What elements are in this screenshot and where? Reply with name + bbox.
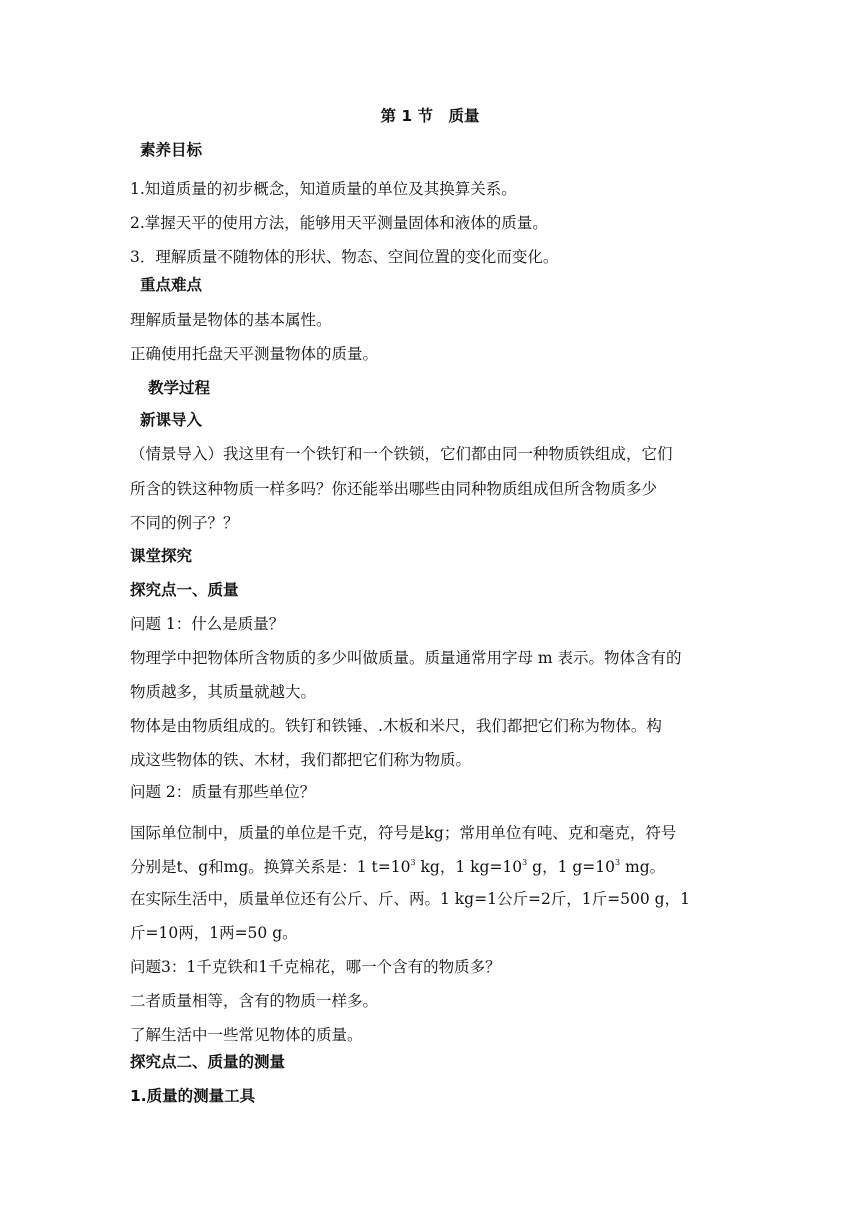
answer-1b-line: 物体是由物质组成的。铁钉和铁锤、.木板和米尺，我们都把它们称为物体。构	[130, 717, 662, 735]
answer-3: 二者质量相等，含有的物质一样多。	[130, 992, 379, 1010]
unit-text: 分别是t、g和mg。换算关系是：1 t=10	[130, 858, 411, 876]
intro-line: （情景导入）我这里有一个铁钉和一个铁锁，它们都由同一种物质铁组成，它们	[130, 445, 673, 463]
point2-heading: 探究点二、质量的测量	[130, 1053, 286, 1071]
exponent: 3	[410, 858, 416, 867]
tool-heading: 1.质量的测量工具	[130, 1087, 256, 1105]
key-point: 正确使用托盘天平测量物体的质量。	[130, 345, 379, 363]
question-2: 问题 2：质量有那些单位？	[130, 783, 316, 801]
intro-heading: 新课导入	[140, 411, 203, 429]
answer-2b-line: 斤=10两，1两=50 g。	[130, 924, 298, 942]
goal-item: 1.知道质量的初步概念，知道质量的单位及其换算关系。	[130, 180, 517, 198]
page-title: 第 1 节 质量	[380, 107, 480, 125]
unit-text: g，1 g=10	[527, 858, 616, 876]
exponent: 3	[522, 858, 528, 867]
answer-1b-line: 成这些物体的铁、木材，我们都把它们称为物质。	[130, 751, 472, 769]
answer-3b: 了解生活中一些常见物体的质量。	[130, 1026, 363, 1044]
key-heading: 重点难点	[140, 276, 203, 294]
point1-heading: 探究点一、质量	[130, 581, 239, 599]
key-point: 理解质量是物体的基本属性。	[130, 311, 332, 329]
question-3: 问题3：1千克铁和1千克棉花，哪一个含有的物质多？	[130, 958, 501, 976]
unit-text: mg。	[620, 858, 666, 876]
intro-line: 不同的例子？？	[130, 514, 239, 532]
answer-1-line: 物理学中把物体所含物质的多少叫做质量。质量通常用字母 m 表示。物体含有的	[130, 649, 682, 667]
goal-item: 3．理解质量不随物体的形状、物态、空间位置的变化而变化。	[130, 248, 559, 266]
process-heading: 教学过程	[148, 379, 211, 397]
answer-2b-line: 在实际生活中，质量单位还有公斤、斤、两。1 kg=1公斤=2斤，1斤=500 g，1	[130, 890, 690, 908]
goal-item: 2.掌握天平的使用方法，能够用天平测量固体和液体的质量。	[130, 214, 548, 232]
intro-line: 所含的铁这种物质一样多吗？你还能举出哪些由同种物质组成但所含物质多少	[130, 480, 658, 498]
question-1: 问题 1：什么是质量？	[130, 615, 285, 633]
explore-heading: 课堂探究	[130, 547, 193, 565]
exponent: 3	[615, 858, 621, 867]
goals-heading: 素养目标	[140, 141, 203, 159]
answer-2-line: 国际单位制中，质量的单位是千克，符号是kg；常用单位有吨、克和毫克，符号	[130, 824, 677, 842]
answer-2-line-units	[130, 857, 665, 877]
answer-1-line: 物质越多，其质量就越大。	[130, 683, 317, 701]
unit-text: kg，1 kg=10	[415, 858, 523, 876]
